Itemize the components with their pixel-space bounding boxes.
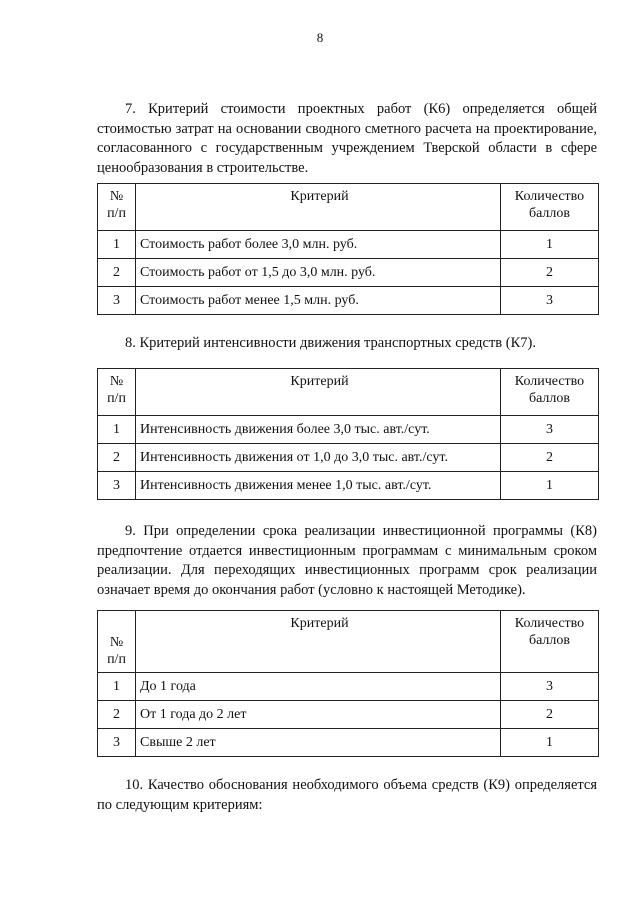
paragraph-10: 10. Качество обоснования необходимого объема средств (К9) определяется по следующим критериям: xyxy=(97,777,597,813)
table-header-row xyxy=(98,611,599,673)
page-number: 8 xyxy=(316,30,324,45)
header-num: № п/п xyxy=(98,369,136,416)
table-header-row xyxy=(98,184,599,231)
table-row: 2 От 1 года до 2 лет 2 xyxy=(98,701,599,729)
header-num: № п/п xyxy=(98,184,136,231)
paragraph-9: 9. При определении срока реализации инвестиционной программы (К8) предпочтение отдается инвестиционным программам с минимальным сроком реализации. Для переходящих инвестиционных программ срок реализации означает время до окончания работ (условно к настоящей Методике). xyxy=(97,523,597,598)
header-points: Количество баллов xyxy=(501,611,599,673)
table-header-row xyxy=(98,369,599,416)
criteria-table-term xyxy=(97,610,599,757)
table-row: 1 Стоимость работ более 3,0 млн. руб. 1 xyxy=(98,231,599,259)
header-criterion: Критерий xyxy=(136,611,501,673)
table-row: 3 Стоимость работ менее 1,5 млн. руб. 3 xyxy=(98,287,599,315)
header-points: Количество баллов xyxy=(501,184,599,231)
criteria-table-traffic xyxy=(97,368,599,500)
paragraph-8: 8. Критерий интенсивности движения транспортных средств (К7). xyxy=(125,335,536,351)
header-criterion: Критерий xyxy=(136,369,501,416)
paragraph-7: 7. Критерий стоимости проектных работ (К6) определяется общей стоимостью затрат на основании сводного сметного расчета на проектирование, согласованного с государственным учреждением Тверской области в сфере ценообразования в строительстве. xyxy=(97,101,597,176)
header-num: № п/п xyxy=(98,611,136,673)
table-row: 1 Интенсивность движения более 3,0 тыс. авт./сут. 3 xyxy=(98,416,599,444)
table-row: 3 Интенсивность движения менее 1,0 тыс. авт./сут. 1 xyxy=(98,472,599,500)
header-criterion: Критерий xyxy=(136,184,501,231)
criteria-table-cost xyxy=(97,183,599,315)
table-row: 2 Интенсивность движения от 1,0 до 3,0 тыс. авт./сут. 2 xyxy=(98,444,599,472)
table-row: 1 До 1 года 3 xyxy=(98,673,599,701)
table-row: 3 Свыше 2 лет 1 xyxy=(98,729,599,757)
header-points: Количество баллов xyxy=(501,369,599,416)
table-row: 2 Стоимость работ от 1,5 до 3,0 млн. руб. 2 xyxy=(98,259,599,287)
